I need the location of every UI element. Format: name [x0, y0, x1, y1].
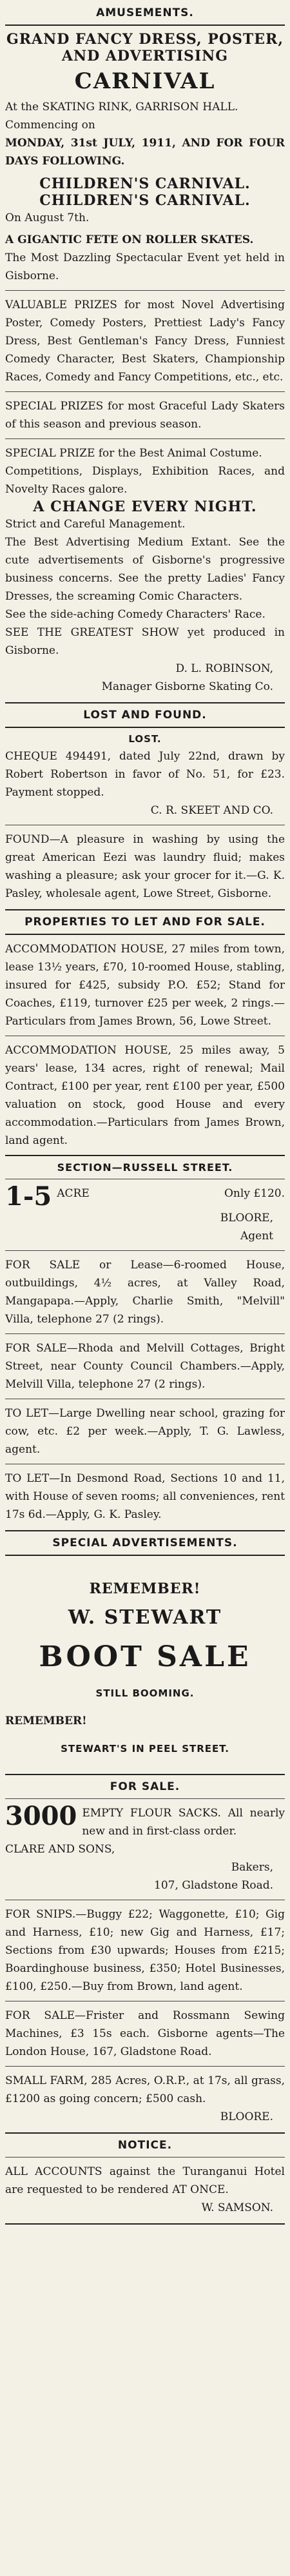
newspaper-column	[5, 0, 285, 2234]
advertising-medium: The Best Advertising Medium Extant. See the cute advertisements of Gisborne's progressive business concerns. See the pretty Ladies' Fancy Dresses, the screaming Comic Characters.	[5, 536, 285, 603]
divider	[5, 1798, 285, 1799]
properties-section	[5, 916, 285, 1524]
greatest-show: SEE THE GREATEST SHOW yet produced in Gisborne.	[5, 626, 285, 657]
divider	[5, 1774, 285, 1775]
dazzling-event: The Most Dazzling Spectacular Event yet held in Gisborne.	[5, 251, 285, 282]
divider	[5, 391, 285, 392]
to-let-desmond-road: TO LET—In Desmond Road, Sections 10 and 11, with House of seven rooms; all conveniences, rent 17s 6d.—Apply, G. K. Pasley.	[5, 1472, 285, 1521]
boot-sale-title: BOOT SALE	[39, 1640, 251, 1673]
properties-header: PROPERTIES TO LET AND FOR SALE.	[24, 916, 266, 929]
dates: MONDAY, 31st JULY, 1911, AND FOR FOUR DAYS FOLLOWING.	[5, 137, 285, 168]
signature-name: D. L. ROBINSON,	[175, 662, 273, 675]
flour-sacks-text: EMPTY FLOUR SACKS. All nearly new and in first-class order.	[82, 1807, 285, 1838]
childrens-date: On August 7th.	[5, 211, 90, 224]
amusements-header: AMUSEMENTS.	[96, 6, 194, 19]
for-sale-lease: FOR SALE or Lease—6-roomed House, outbuildings, 4½ acres, at Valley Road, Mangapapa.—Apply, Charlie Smith, "Melvill" Villa, telephone 27 (2 rings).	[5, 1259, 285, 1326]
stewart-name: W. STEWART	[68, 1606, 222, 1629]
remember-heading: REMEMBER!	[89, 1580, 201, 1597]
divider	[5, 2223, 285, 2225]
venue: At the SKATING RINK, GARRISON HALL.	[5, 101, 238, 113]
acre-label: ACRE	[57, 1187, 90, 1200]
divider	[5, 1155, 285, 1156]
divider	[5, 2066, 285, 2067]
valuable-prizes: VALUABLE PRIZES for most Novel Advertising Poster, Comedy Posters, Prettiest Lady's Fancy Dress, Best Gentleman's Fancy Dress, Funniest Comedy Character, Best Skaters, Championship Races, Comedy and Fancy Competitions, etc., etc.	[5, 299, 285, 384]
accommodation-house-2: ACCOMMODATION HOUSE, 25 miles away, 5 years' lease, 134 acres, right of renewal; Mail Contract, £100 per year, rent £100 per year, £500 valuation on stock, good House and every accommodation.—Particulars from James Brown, land agent.	[5, 1044, 285, 1147]
notice-text: ALL ACCOUNTS against the Turanganui Hotel are requested to be rendered AT ONCE.	[5, 2165, 285, 2196]
acre-signature: BLOORE,	[220, 1212, 273, 1224]
childrens-carnival-2: CHILDREN'S CARNIVAL.	[39, 192, 251, 209]
strict-management: Strict and Careful Management.	[5, 518, 186, 531]
acre-ad	[5, 1185, 285, 1245]
remember-again: REMEMBER!	[5, 1715, 87, 1727]
sewing-machines: FOR SALE—Frister and Rossmann Sewing Machines, £3 15s each. Gisborne agents—The London House, 167, Gladstone Road.	[5, 2009, 285, 2058]
still-booming: STILL BOOMING.	[95, 1687, 195, 1699]
notice-header: NOTICE.	[117, 2139, 173, 2152]
divider	[5, 1250, 285, 1251]
rhoda-melvill-cottages: FOR SALE—Rhoda and Melvill Cottages, Bright Street, near County Council Chambers.—Apply, Melvill Villa, telephone 27 (2 rings).	[5, 1342, 285, 1391]
lost-found-section	[5, 709, 285, 903]
clare-sons: CLARE AND SONS,	[5, 1843, 115, 1856]
divider	[5, 438, 285, 439]
acre-number: 1-5	[5, 1185, 52, 1212]
amusements-section	[5, 6, 285, 696]
divider	[5, 2132, 285, 2134]
clare-bakers: Bakers,	[231, 1861, 273, 1874]
small-farm: SMALL FARM, 285 Acres, O.R.P., at 17s, all grass, £1200 as going concern; £500 cash.	[5, 2074, 285, 2105]
divider	[5, 934, 285, 935]
notice-section	[5, 2139, 285, 2217]
sacks-number: 3000	[5, 1804, 77, 1831]
clare-address: 107, Gladstone Road.	[154, 1879, 273, 1892]
russell-street-header: SECTION—RUSSELL STREET.	[57, 1161, 233, 1174]
to-let-dwelling: TO LET—Large Dwelling near school, grazing for cow, etc. £2 per week.—Apply, T. G. Lawless, agent.	[5, 1407, 285, 1456]
flour-sacks-ad	[5, 1804, 285, 1840]
divider	[5, 1530, 285, 1531]
divider	[5, 25, 285, 26]
divider	[5, 1333, 285, 1334]
carnival-title: CARNIVAL	[74, 68, 216, 94]
lost-found-header: LOST AND FOUND.	[83, 709, 207, 722]
acre-price: Only £120.	[224, 1187, 285, 1200]
accommodation-house-1: ACCOMMODATION HOUSE, 27 miles from town, lease 13½ years, £70, 10-roomed House, stabling, insured for £425, subsidy P.O. £52; Stand for Coaches, £119, turnover £25 per week, 2 rings.—Particulars from James Brown, 56, Lowe Street.	[5, 943, 285, 1028]
divider	[5, 1555, 285, 1556]
divider	[5, 290, 285, 291]
stewart-peel-street: STEWART'S IN PEEL STREET.	[61, 1743, 229, 1755]
change-every-night: A CHANGE EVERY NIGHT.	[33, 498, 257, 515]
lost-cheque: CHEQUE 494491, dated July 22nd, drawn by Robert Robertson in favor of No. 51, for £23. Payment stopped.	[5, 750, 285, 799]
lost-cheque-signature: C. R. SKEET AND CO.	[150, 804, 273, 817]
divider	[5, 909, 285, 910]
special-ads-section	[5, 1537, 285, 1755]
farm-signature: BLOORE.	[220, 2110, 273, 2123]
competitions: Competitions, Displays, Exhibition Races, and Novelty Races galore.	[5, 465, 285, 496]
commencing: Commencing on	[5, 119, 95, 132]
found-notice: FOUND—A pleasure in washing by using the great American Eezi was laundry fluid; makes washing a pleasure; ask your grocer for it.—G. K. Pasley, wholesale agent, Lowe Street, Gisborne.	[5, 833, 285, 900]
lost-subheader: LOST.	[128, 733, 162, 745]
acre-signature-title: Agent	[240, 1230, 273, 1243]
for-sale-header: FOR SALE.	[110, 1780, 180, 1793]
special-ads-header: SPECIAL ADVERTISEMENTS.	[52, 1537, 238, 1549]
special-prizes: SPECIAL PRIZES for most Graceful Lady Skaters of this season and previous season.	[5, 400, 285, 431]
for-snips: FOR SNIPS.—Buggy £22; Waggonette, £10; Gig and Harness, £10; new Gig and Harness, £17; Sections from £30 upwards; Houses from £215; Boardinghouse business, £350; Hotel Businesses, £100, £250.—Buy from Brown, land agent.	[5, 1908, 285, 1993]
gigantic-fete: A GIGANTIC FETE ON ROLLER SKATES.	[5, 233, 254, 246]
notice-signature: W. SAMSON.	[201, 2201, 273, 2214]
divider	[5, 727, 285, 728]
divider	[5, 702, 285, 703]
signature-title: Manager Gisborne Skating Co.	[101, 680, 273, 693]
special-prize-animal: SPECIAL PRIZE for the Best Animal Costume.	[5, 447, 262, 460]
side-aching-race: See the side-aching Comedy Characters' Race.	[5, 608, 266, 621]
divider	[5, 2157, 285, 2158]
for-sale-section	[5, 1780, 285, 2126]
childrens-carnival-1: CHILDREN'S CARNIVAL.	[39, 175, 251, 192]
carnival-title-line1: GRAND FANCY DRESS, POSTER, AND ADVERTISING	[6, 31, 284, 64]
